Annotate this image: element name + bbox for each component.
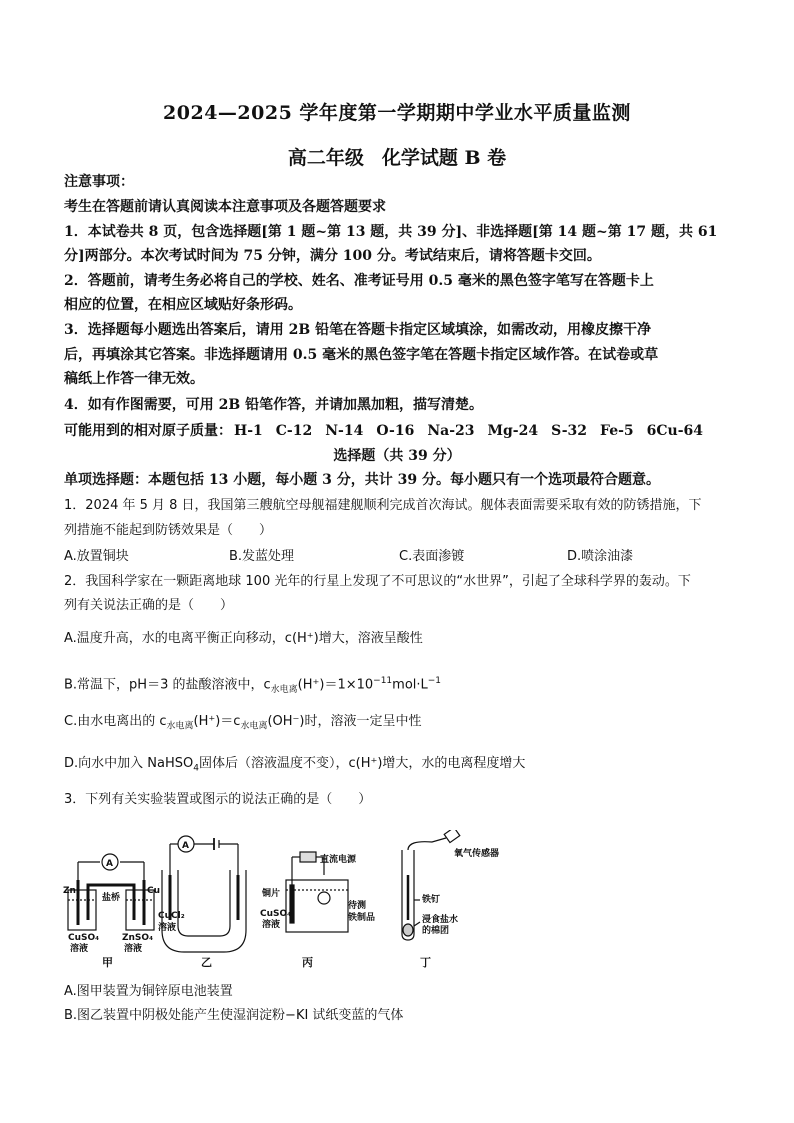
solution-label: 溶液 <box>70 944 89 954</box>
ammeter-label: A <box>182 841 189 851</box>
cu-label: Cu <box>147 886 161 896</box>
q1-option-c: C.表面渗镀 <box>399 549 465 564</box>
cotton-label-1: 浸食盐水 <box>422 915 459 925</box>
znso4-label: ZnSO₄ <box>122 933 154 943</box>
sensor-cable <box>408 838 446 850</box>
atomic-mass-item: Na-23 <box>427 423 475 439</box>
q1-option-b: B.发蓝处理 <box>229 549 295 564</box>
iron-object-icon <box>318 892 330 904</box>
q1-option-a: A.放置铜块 <box>64 549 129 564</box>
q1-stem-line-2: 列措施不能起到防锈效果是（ ） <box>64 523 273 538</box>
solution-label: 溶液 <box>158 923 177 933</box>
atomic-mass-item: C-12 <box>275 423 313 439</box>
q3-option-b: B.图乙装置中阴极处能产生使湿润淀粉−KI 试纸变蓝的气体 <box>64 1008 404 1023</box>
note-3-line-1: 3．选择题每小题选出答案后，请用 2B 铅笔在答题卡指定区域填涂，如需改动，用橡皮擦干净 <box>64 322 652 338</box>
atomic-mass-item: S-32 <box>551 423 588 439</box>
q2-option-a: A.温度升高，水的电离平衡正向移动，c(H⁺)增大，溶液呈酸性 <box>64 631 423 646</box>
q3-apparatus-figure <box>62 830 522 970</box>
notes-heading: 注意事项： <box>64 174 134 190</box>
zn-label: Zn <box>63 886 76 896</box>
subject-label: 化学试题 B 卷 <box>381 147 507 169</box>
copper-plate-label: 铜片 <box>262 889 281 899</box>
q2-stem-line-1: 2．我国科学家在一颗距离地球 100 光年的行星上发现了不可思议的“水世界”，引起了全球科学界的轰动。下 <box>64 574 691 589</box>
q1-stem-line-1: 1．2024 年 5 月 8 日，我国第三艘航空母舰福建舰顺利完成首次海试。舰体表面需要采取有效的防锈措施，下 <box>64 498 702 513</box>
note-2-line-1: 2．答题前，请考生务必将自己的学校、姓名、准考证号用 0.5 毫米的黑色签字笔写在答题卡上 <box>64 273 654 289</box>
atomic-mass-item: O-16 <box>376 423 415 439</box>
note-2-line-2: 相应的位置，在相应区域贴好条形码。 <box>64 297 302 313</box>
solution-label: 溶液 <box>124 944 143 954</box>
oxygen-sensor-label: 氧气传感器 <box>454 849 500 859</box>
q1-option-d: D.喷涂油漆 <box>567 549 634 564</box>
q2-option-c: C.由水电离出的 $c_{水电离}(H^+)=c_{水电离}(OH^-)$时，溶液一定呈中性 <box>64 714 422 732</box>
section-title: 选择题（共 39 分） <box>333 448 461 464</box>
dc-power-label: 直流电源 <box>320 855 357 865</box>
solution-label: 溶液 <box>262 920 281 930</box>
iron-object-label: 铁制品 <box>348 913 376 923</box>
atomic-mass-item: 6Cu-64 <box>646 423 704 439</box>
note-1-line-2: 分]两部分。本次考试时间为 75 分钟，满分 100 分。考试结束后，请将答题卡交回。 <box>64 248 601 264</box>
figure-ding-label: 丁 <box>420 956 431 969</box>
q3-option-a: A.图甲装置为铜锌原电池装置 <box>64 984 233 999</box>
note-4: 4．如有作图需要，可用 2B 铅笔作答，并请加黑加粗，描写清楚。 <box>64 397 484 413</box>
figure-jia-label: 甲 <box>102 956 113 969</box>
ammeter-label: A <box>106 859 113 869</box>
cotton-ball <box>403 924 413 936</box>
grade-label: 高二年级 <box>287 147 364 169</box>
dc-power-icon <box>300 852 316 862</box>
plating-beaker <box>286 880 348 932</box>
cotton-label-2: 的棉团 <box>422 926 450 936</box>
figure-yi-label: 乙 <box>201 956 212 969</box>
atomic-mass-item: N-14 <box>325 423 364 439</box>
cucl2-label: CuCl₂ <box>158 911 185 921</box>
iron-nail-label: 铁钉 <box>422 895 441 905</box>
q2-option-b: B.常温下，pH＝3 的盐酸溶液中，$c_{水电离}(H^+)=1\times 10^{-11}mol\cdot L^{-1}$ <box>64 676 442 695</box>
cuso4-label: CuSO₄ <box>260 909 292 919</box>
note-3-line-2: 后，再填涂其它答案。非选择题请用 0.5 毫米的黑色签字笔在答题卡指定区域作答。在试卷或草 <box>64 347 659 363</box>
atomic-mass-item: H-1 <box>234 423 263 439</box>
section-instruction: 单项选择题：本题包括 13 小题，每小题 3 分，共计 39 分。每小题只有一个选项最符合题意。 <box>64 472 660 488</box>
exam-subtitle <box>0 143 794 170</box>
q2-stem-line-2: 列有关说法正确的是（ ） <box>64 598 234 613</box>
figure-bing-label: 丙 <box>302 956 313 969</box>
atomic-masses <box>64 421 716 441</box>
cuso4-label: CuSO₄ <box>68 933 100 943</box>
q1-options <box>64 547 633 567</box>
salt-bridge-label: 盐桥 <box>102 893 121 903</box>
atomic-mass-item: Mg-24 <box>487 423 539 439</box>
test-label: 待测 <box>348 901 367 911</box>
q3-stem: 3．下列有关实验装置或图示的说法正确的是（ ） <box>64 792 372 807</box>
oxygen-sensor-icon <box>444 830 460 843</box>
note-1-line-1: 1．本试卷共 8 页，包含选择题[第 1 题~第 13 题，共 39 分]、非选择题[第 14 题~第 17 题，共 61 <box>64 224 718 240</box>
beaker-right <box>126 890 154 930</box>
beaker-left <box>68 890 96 930</box>
exam-title: 2024—2025 学年度第一学期期中学业水平质量监测 <box>163 102 631 124</box>
notes-intro: 考生在答题前请认真阅读本注意事项及各题答题要求 <box>64 199 386 215</box>
q2-option-d: D.向水中加入 NaHSO$_4$固体后（溶液温度不变），c(H⁺)增大，水的电离程度增大 <box>64 756 526 774</box>
atomic-masses-label: 可能用到的相对原子质量： <box>64 423 232 439</box>
u-tube-inner <box>178 870 230 936</box>
apparatus-yi <box>162 836 246 952</box>
atomic-mass-item: Fe-5 <box>600 423 634 439</box>
note-3-line-3: 稿纸上作答一律无效。 <box>64 371 204 387</box>
